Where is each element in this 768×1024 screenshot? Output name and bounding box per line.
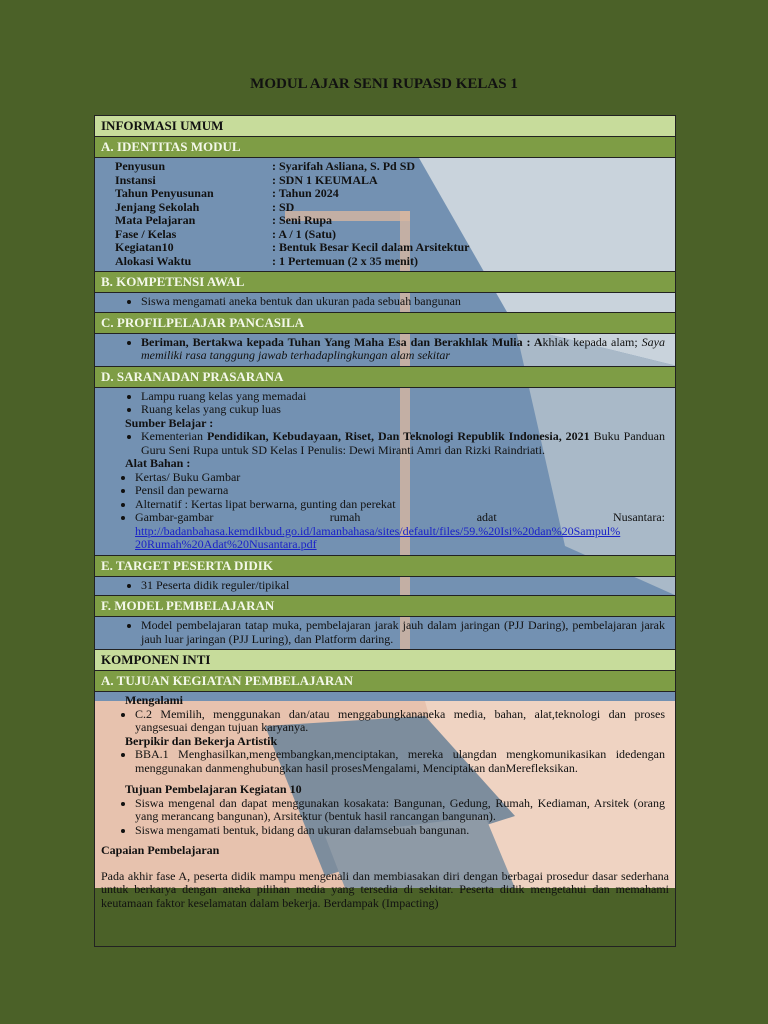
model-content: [95, 617, 675, 649]
target-content: [95, 577, 675, 596]
capaian-label: Capaian Pembelajaran: [101, 843, 220, 857]
alat-bahan-item: • Alternatif : Kertas lipat berwarna, gunting dan perekat: [135, 498, 665, 512]
profil-content: [95, 334, 675, 366]
sumber-belajar-label: Sumber Belajar :: [125, 415, 214, 430]
section-informasi-umum: INFORMASI UMUM: [95, 116, 675, 137]
capaian-text: Pada akhir fase A, peserta didik mampu mengenali dan membiasakan diri dengan berbagai prosedur dasar sederhana untuk berkarya dengan aneka pilihan media yang tersedia di sekitar. Peserta didik mengetahui dan memahami keutamaan faktor keselamatan dalam bekerja. Berdampak (Impacting): [101, 868, 669, 910]
section-kompetensi-heading: B. KOMPETENSI AWAL: [95, 271, 675, 293]
tujuan-content: [95, 692, 675, 840]
mengalami-label: Mengalami: [125, 693, 183, 707]
section-komponen-inti: KOMPONEN INTI: [95, 649, 675, 671]
berpikir-item: • BBA.1 Menghasilkan,mengembangkan,menciptakan, mereka ulangdan mengkomunikasikan idedengan menggunakan danmenghubungkan hasil prosesMengalami, Menciptakan danMerefleksikan.: [135, 748, 665, 775]
kompetensi-content: [95, 293, 675, 312]
model-item: • Model pembelajaran tatap muka, pembelajaran jarak jauh dalam jaringan (PJJ Daring), pembelajaran jarak jauh luar jaringan (PJJ Luring), dan Platform daring.: [141, 619, 665, 646]
profil-item: • Beriman, Bertakwa kepada Tuhan Yang Maha Esa dan Berakhlak Mulia : Akhlak kepada alam; Saya memiliki rasa tanggung jawab terhadaplingkungan alam sekitar: [141, 336, 665, 363]
sarana-content: [95, 388, 675, 555]
alat-bahan-item: • Pensil dan pewarna: [135, 484, 665, 498]
alat-bahan-item: • Kertas/ Buku Gambar: [135, 471, 665, 485]
section-identitas-heading: A. IDENTITAS MODUL: [95, 137, 675, 158]
mengalami-item: • C.2 Memilih, menggunakan dan/atau menggabungkananeka media, bahan, alat,teknologi dan proses yangsesuai dengan tujuan karyanya.: [135, 708, 665, 735]
target-item: • 31 Peserta didik reguler/tipikal: [141, 579, 665, 593]
identitas-row-fase: Fase / Kelas : A / 1 (Satu): [115, 226, 337, 241]
module-table: [94, 115, 676, 947]
alat-bahan-label: Alat Bahan :: [125, 456, 191, 470]
identitas-row-jenjang: Jenjang Sekolah : SD: [115, 199, 295, 214]
identitas-row-penyusun: Penyusun : Syarifah Asliana, S. Pd SD: [115, 159, 416, 173]
sumber-belajar-item: • Kementerian Pendidikan, Kebudayaan, Riset, Dan Teknologi Republik Indonesia, 2021 Buku Panduan Guru Seni Rupa untuk SD Kelas I Penulis: Dewi Miranti Amri dan Rizki Raindriati.: [141, 430, 665, 457]
section-tujuan-heading: A. TUJUAN KEGIATAN PEMBELAJARAN: [95, 671, 675, 692]
identitas-row-instansi: Instansi : SDN 1 KEUMALA: [115, 172, 378, 187]
capaian-section: [95, 840, 675, 914]
identitas-row-tahun: Tahun Penyusunan : Tahun 2024: [115, 186, 339, 200]
kompetensi-item: • Siswa mengamati aneka bentuk dan ukuran pada sebuah bangunan: [141, 295, 665, 309]
document-title: MODUL AJAR SENI RUPASD KELAS 1: [250, 76, 518, 92]
alat-bahan-item: • Gambar-gambar rumah adat Nusantara: http://badanbahasa.kemdikbud.go.id/lamanbahasa/sites/default/files/59.%20Isi%20dan%20Sampul%20Rumah%20Adat%20Nusantara.pdf: [135, 511, 665, 552]
section-sarana-heading: D. SARANADAN PRASARANA: [95, 366, 675, 388]
section-target-heading: E. TARGET PESERTA DIDIK: [95, 555, 675, 577]
sarana-item: • Ruang kelas yang cukup luas: [141, 403, 665, 417]
section-model-heading: F. MODEL PEMBELAJARAN: [95, 595, 675, 617]
tujuan10-item: • Siswa mengamati bentuk, bidang dan ukuran dalamsebuah bangunan.: [135, 824, 665, 838]
tujuan10-label: Tujuan Pembelajaran Kegiatan 10: [125, 782, 302, 796]
berpikir-label: Berpikir dan Bekerja Artistik: [125, 733, 278, 748]
identitas-row-kegiatan: Kegiatan10 : Bentuk Besar Kecil dalam Arsitektur: [115, 240, 470, 254]
rumah-adat-link[interactable]: http://badanbahasa.kemdikbud.go.id/lamanbahasa/sites/default/files/59.%20Isi%20dan%20Sampul%20Rumah%20Adat%20Nusantara.pdf: [135, 523, 621, 551]
sarana-item: • Lampu ruang kelas yang memadai: [141, 390, 665, 404]
identitas-table: [95, 158, 675, 271]
section-profil-heading: C. PROFILPELAJAR PANCASILA: [95, 312, 675, 334]
identitas-row-mapel: Mata Pelajaran : Seni Rupa: [115, 213, 333, 227]
tujuan10-item: • Siswa mengenal dan dapat menggunakan kosakata: Bangunan, Gedung, Rumah, Kediaman, Arsitek (orang yang merancang bangunan), Arsitektur (bentuk hasil rancangan bangunan).: [135, 797, 665, 824]
identitas-row-alokasi: Alokasi Waktu : 1 Pertemuan (2 x 35 menit): [115, 253, 418, 268]
